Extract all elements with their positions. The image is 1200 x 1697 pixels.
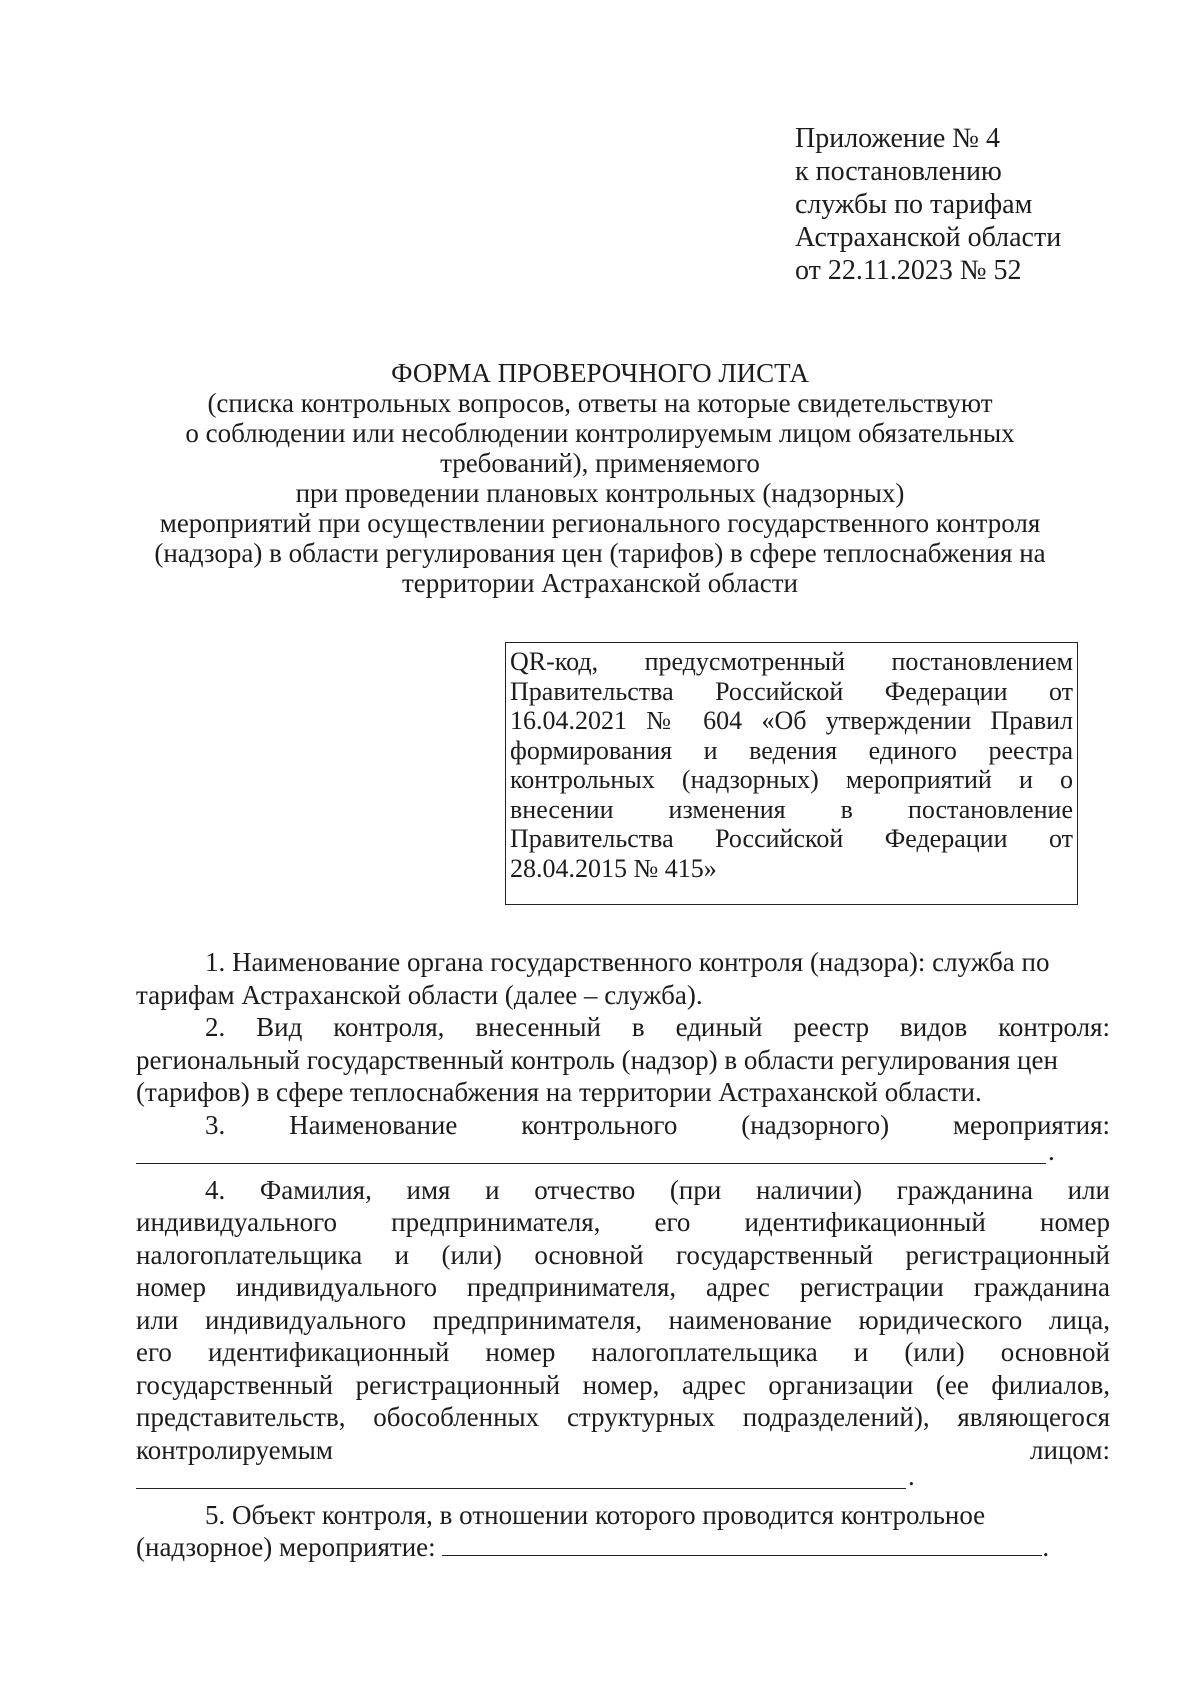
qr-code-box	[505, 642, 1078, 905]
item-2-line: 2. Вид контроля, внесенный в единый реестр видов контроля:	[205, 1012, 1110, 1042]
qr-box-line: Правительства Российской Федерации от	[510, 676, 1073, 706]
qr-box-line: формирования и ведения единого реестра	[510, 735, 1073, 765]
item-4-line: представительств, обособленных структурных подразделений), являющегося	[136, 1402, 1110, 1432]
item-1-line: 1. Наименование органа государственного контроля (надзора): служба по	[205, 947, 1050, 977]
item-2-line: региональный государственный контроль (надзор) в области регулирования цен	[136, 1044, 1058, 1075]
item-4-line: государственный регистрационный номер, адрес организации (ее филиалов,	[136, 1369, 1110, 1400]
item-5-line	[136, 1531, 1110, 1564]
blank-underline	[136, 1163, 1046, 1164]
item-4-line: его идентификационный номер налогоплательщика и (или) основной	[136, 1337, 1110, 1367]
appendix-number: Приложение № 4	[795, 123, 1000, 154]
item-3-line: 3. Наименование контрольного (надзорного) мероприятия:	[205, 1109, 1110, 1140]
blank-underline	[136, 1488, 906, 1489]
title-line: о соблюдении или несоблюдении контролируемым лицом обязательных	[185, 418, 1015, 448]
item-4-line: налогоплательщика и (или) основной государственный регистрационный	[136, 1239, 1110, 1270]
qr-box-line: Правительства Российской Федерации от	[510, 824, 1073, 853]
item-5-blank[interactable]	[442, 1533, 1042, 1556]
appendix-line: Астраханской области	[795, 222, 1062, 253]
appendix-line: службы по тарифам	[795, 189, 1033, 220]
title-line: требований), применяемого	[440, 448, 760, 478]
title-line: (списка контрольных вопросов, ответы на которые свидетельствуют	[207, 388, 993, 418]
period: .	[1042, 1532, 1050, 1562]
item-4-line: индивидуального предпринимателя, его идентификационный номер	[136, 1207, 1110, 1237]
title-line: мероприятий при осуществлении регионального государственного контроля	[159, 508, 1041, 538]
item-3-blank[interactable]	[136, 1136, 1110, 1174]
item-5-line: 5. Объект контроля, в отношении которого проводится контрольное	[205, 1499, 986, 1530]
qr-box-line: 28.04.2015 № 415»	[510, 853, 717, 883]
item-5-label: (надзорное) мероприятие:	[136, 1532, 436, 1562]
title-heading: ФОРМА ПРОВЕРОЧНОГО ЛИСТА	[391, 358, 809, 388]
item-4-line: 4. Фамилия, имя и отчество (при наличии) гражданина или	[205, 1174, 1110, 1205]
title-line: территории Астраханской области	[401, 568, 798, 598]
item-4-line: или индивидуального предпринимателя, наименование юридического лица,	[136, 1304, 1110, 1335]
period: .	[908, 1461, 915, 1491]
period: .	[1048, 1136, 1055, 1166]
appendix-date: от 22.11.2023 № 52	[795, 255, 1022, 286]
item-2-line: (тарифов) в сфере теплоснабжения на территории Астраханской области.	[136, 1077, 982, 1107]
item-1-line: тарифам Астраханской области (далее – служба).	[136, 979, 703, 1010]
title-line: (надзора) в области регулирования цен (тарифов) в сфере теплоснабжения на	[154, 538, 1046, 568]
document-body	[136, 946, 1110, 1564]
item-4-line: номер индивидуального предпринимателя, адрес регистрации гражданина	[136, 1272, 1110, 1302]
item-4-blank[interactable]	[136, 1461, 1110, 1499]
title-line: при проведении плановых контрольных (надзорных)	[295, 478, 905, 508]
document-title	[120, 358, 1080, 598]
item-4-line: контролируемым лицом:	[136, 1434, 1110, 1465]
qr-box-line: контрольных (надзорных) мероприятий и о	[510, 765, 1073, 794]
qr-box-line: внесении изменения в постановление	[510, 794, 1073, 824]
appendix-line: к постановлению	[795, 156, 1002, 187]
qr-box-line: 16.04.2021 № 604 «Об утверждении Правил	[510, 706, 1073, 735]
appendix-header	[795, 122, 1061, 287]
qr-box-line: QR-код, предусмотренный постановлением	[510, 647, 1073, 676]
